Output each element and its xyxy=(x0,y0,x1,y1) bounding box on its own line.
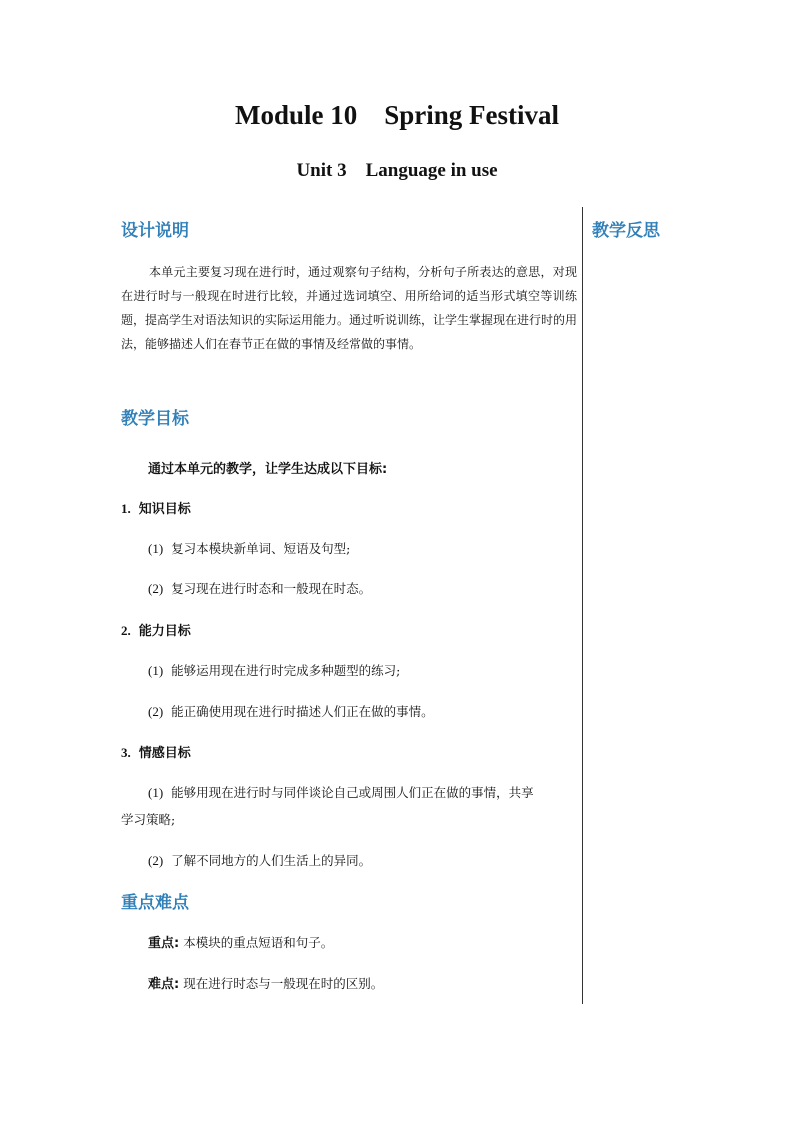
group-number: 1. xyxy=(121,501,131,516)
difficult-point xyxy=(148,973,383,992)
objectives-heading: 教学目标 xyxy=(121,409,189,429)
keypoints-heading: 重点难点 xyxy=(121,893,189,913)
reflection-heading: 教学反思 xyxy=(592,221,660,241)
page-title: Module 10 Spring Festival xyxy=(234,100,559,130)
column-divider xyxy=(582,207,583,1004)
item-number: (2) xyxy=(148,704,164,719)
page-subtitle: Unit 3 Language in use xyxy=(296,160,498,181)
objective-item xyxy=(148,539,350,557)
objective-item xyxy=(148,851,371,869)
item-number: (1) xyxy=(148,785,164,800)
objective-item xyxy=(148,579,371,597)
objective-item xyxy=(148,783,534,801)
key-point xyxy=(148,932,333,951)
item-number: (2) xyxy=(148,581,164,596)
difficulty-text: 现在进行时态与一般现在时的区别。 xyxy=(183,976,384,991)
group-title: 知识目标 xyxy=(138,502,191,517)
objective-group-3 xyxy=(121,742,191,761)
item-number: (2) xyxy=(148,853,164,868)
objective-item-continued: 学习策略; xyxy=(121,812,176,827)
key-label: 重点: xyxy=(148,936,180,951)
objectives-intro: 通过本单元的教学，让学生达成以下目标: xyxy=(148,462,388,477)
item-text: 了解不同地方的人们生活上的异同。 xyxy=(171,853,372,868)
item-text: 复习现在进行时态和一般现在时态。 xyxy=(171,581,372,596)
item-text: 能正确使用现在进行时描述人们正在做的事情。 xyxy=(171,704,434,719)
objective-group-2 xyxy=(121,620,191,639)
item-text: 复习本模块新单词、短语及句型; xyxy=(171,541,351,556)
objective-item xyxy=(148,702,434,720)
item-number: (1) xyxy=(148,663,164,678)
design-heading: 设计说明 xyxy=(121,221,189,241)
objective-group-1 xyxy=(121,498,191,517)
group-title: 能力目标 xyxy=(138,624,191,639)
group-number: 3. xyxy=(121,745,131,760)
item-number: (1) xyxy=(148,541,164,556)
group-number: 2. xyxy=(121,623,131,638)
item-text: 能够用现在进行时与同伴谈论自己或周围人们正在做的事情，共享 xyxy=(171,785,534,800)
difficulty-label: 难点: xyxy=(148,977,180,992)
item-text: 能够运用现在进行时完成多种题型的练习; xyxy=(171,663,401,678)
group-title: 情感目标 xyxy=(138,746,191,761)
design-paragraph: 本单元主要复习现在进行时，通过观察句子结构，分析句子所表达的意思，对现在进行时与一般现在时进行比较，并通过选词填空、用所给词的适当形式填空等训练题，提高学生对语法知识的实际运用能力。通过听说训练，让学生掌握现在进行时的用法，能够描述人们在春节正在做的事情及经常做的事情。 xyxy=(121,265,578,351)
objective-item xyxy=(148,661,400,679)
key-text: 本模块的重点短语和句子。 xyxy=(183,935,334,950)
